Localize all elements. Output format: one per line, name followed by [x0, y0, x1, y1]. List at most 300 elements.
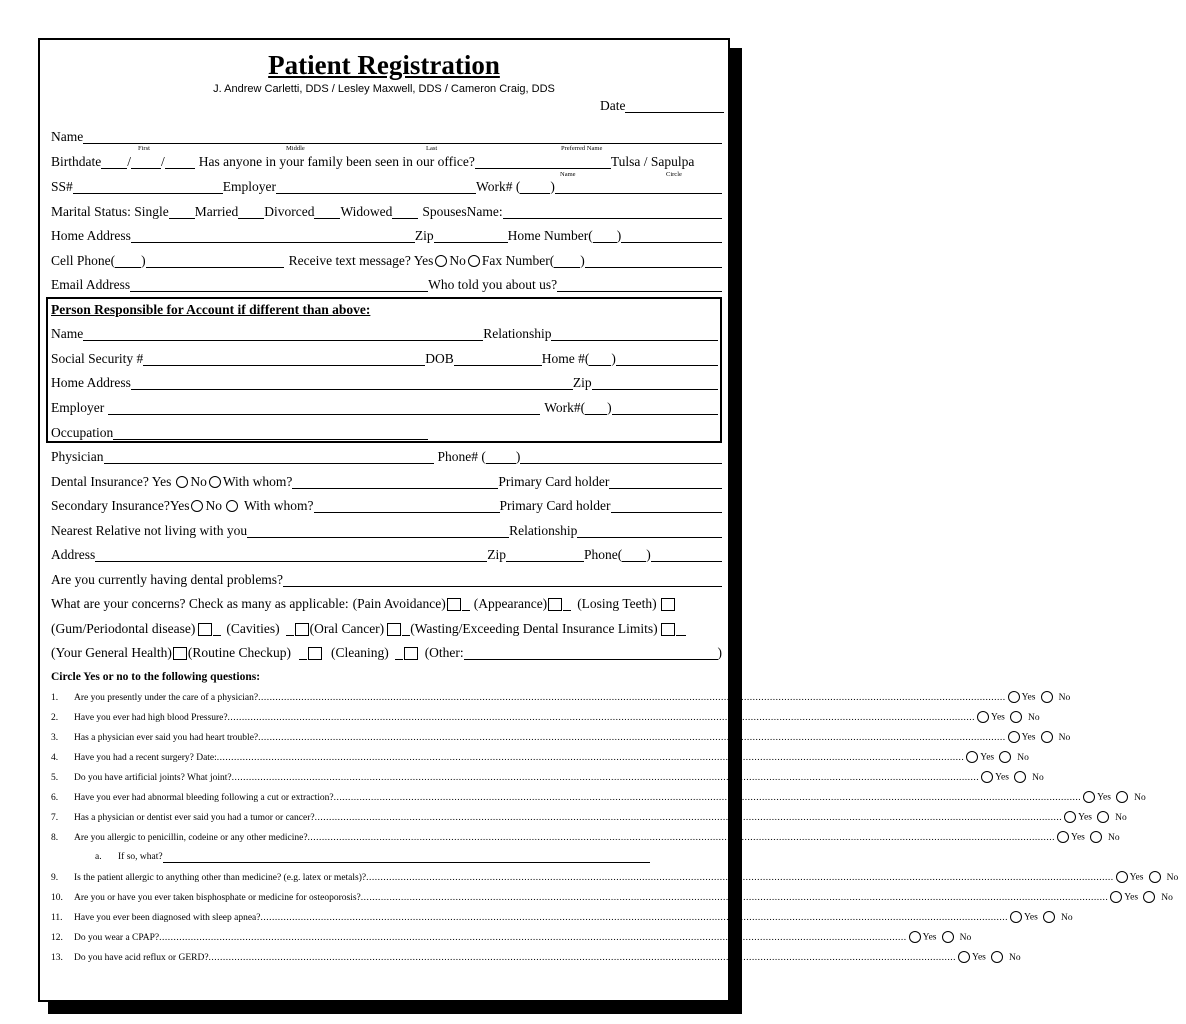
question-text: Have you had a recent surgery? Date:: [74, 753, 217, 763]
dental-problems-field[interactable]: [283, 573, 722, 587]
relative-zip-field[interactable]: [506, 548, 584, 562]
no-radio[interactable]: [942, 931, 954, 943]
dental-problems-label: Are you currently having dental problems?: [51, 572, 284, 587]
responsible-address-row: [51, 375, 718, 390]
practice-doctors: J. Andrew Carletti, DDS / Lesley Maxwell, DDS / Cameron Craig, DDS: [213, 83, 555, 95]
concerns-row-3: [51, 645, 722, 660]
question-row: [51, 791, 1146, 804]
relative-address-row: [51, 547, 722, 562]
relative-phone-field[interactable]: [651, 548, 722, 562]
dental-yes-radio[interactable]: [176, 476, 188, 488]
text-no-radio[interactable]: [468, 255, 480, 267]
yes-option[interactable]: [1006, 691, 1039, 704]
yes-radio[interactable]: [1008, 691, 1020, 703]
yes-no-group: [1114, 871, 1186, 884]
yes-no-group: [956, 951, 1028, 964]
home-number-field[interactable]: [621, 229, 722, 243]
secondary-insurance-label: Secondary Insurance?Yes: [51, 498, 190, 513]
blank-line: [402, 622, 410, 636]
relative-area-code[interactable]: [622, 548, 646, 562]
concern-cleaning-label: (Cleaning): [330, 645, 389, 660]
home-address-field[interactable]: [131, 229, 415, 243]
concern-checkup-checkbox[interactable]: [308, 647, 322, 660]
yes-radio[interactable]: [1057, 831, 1069, 843]
dental-insurance-label: Dental Insurance? Yes: [51, 474, 172, 489]
yes-option[interactable]: [1006, 731, 1039, 744]
birth-day-field[interactable]: [131, 155, 161, 169]
blank-line: [563, 597, 571, 611]
no-label: No: [1115, 812, 1127, 823]
yes-label: Yes: [1021, 692, 1036, 703]
yes-no-group: [1008, 911, 1080, 924]
yes-label: Yes: [1024, 912, 1038, 923]
question-number: 11.: [51, 913, 63, 923]
responsible-occupation-row: [51, 425, 428, 440]
yes-option[interactable]: [1008, 911, 1041, 924]
sub-middle: Middle: [286, 145, 305, 152]
yes-no-group: [1006, 731, 1078, 744]
question-leader-dots: ....................................................................................................................................................................................................................................................................: [231, 773, 980, 783]
question-row: [51, 691, 1071, 704]
zip-field[interactable]: [434, 229, 508, 243]
concern-appearance-checkbox[interactable]: [548, 598, 562, 611]
question-number: 13.: [51, 953, 63, 963]
work-area-code[interactable]: [520, 180, 550, 194]
work-number-field[interactable]: [555, 180, 722, 194]
paren: ): [580, 253, 585, 268]
physician-phone-field[interactable]: [520, 450, 722, 464]
yes-no-group: [907, 931, 979, 944]
no-radio[interactable]: [1149, 871, 1161, 883]
spouse-label: SpousesName:: [422, 204, 503, 219]
question-text: If so, what?: [118, 852, 163, 862]
birth-month-field[interactable]: [101, 155, 127, 169]
no-radio[interactable]: [1143, 891, 1155, 903]
responsible-ssn-row: [51, 351, 718, 366]
yes-radio[interactable]: [1064, 811, 1076, 823]
yes-label: Yes: [1078, 812, 1092, 823]
physician-label: Physician: [51, 449, 104, 464]
no-radio[interactable]: [1041, 691, 1053, 703]
name-label: Name: [51, 129, 84, 144]
married-field[interactable]: [238, 205, 264, 219]
text-message-label: Receive text message? Yes: [288, 253, 434, 268]
responsible-party-box: [46, 297, 722, 443]
page-title: Patient Registration: [268, 50, 500, 80]
blank-line: [676, 622, 686, 636]
yes-option[interactable]: [1062, 811, 1095, 824]
home-number-label: Home Number(: [507, 228, 593, 243]
concern-appearance-label: (Appearance): [473, 596, 548, 611]
blank-line: [286, 622, 294, 636]
question-number: 1.: [51, 693, 59, 703]
question-text: Are you presently under the care of a physician?: [74, 693, 259, 703]
responsible-heading: Person Responsible for Account if different than above:: [51, 302, 371, 317]
relative-zip-label: Zip: [487, 547, 506, 562]
ssn-label: SS#: [51, 179, 73, 194]
concern-pain-label: (Pain Avoidance): [352, 596, 446, 611]
yes-no-group: [1062, 811, 1134, 824]
who-told-field[interactable]: [557, 278, 722, 292]
concern-losing-teeth-checkbox[interactable]: [661, 598, 675, 611]
concern-other-field[interactable]: [464, 646, 718, 660]
question-text: Are you or have you ever taken bisphosphate or medicine for osteoporosis?: [74, 893, 361, 903]
yes-option[interactable]: [1108, 891, 1141, 904]
dental-primary-holder-field[interactable]: [609, 475, 722, 489]
no-label: No: [959, 932, 972, 943]
dental-with-whom-field[interactable]: [292, 475, 498, 489]
yes-option[interactable]: [1081, 791, 1114, 804]
question-number: a.: [95, 852, 102, 862]
question-row: [51, 811, 1127, 824]
responsible-address-field[interactable]: [131, 376, 573, 390]
physician-row: [51, 449, 722, 464]
physician-area-code[interactable]: [486, 450, 516, 464]
responsible-name-row: [51, 326, 718, 341]
single-field[interactable]: [169, 205, 195, 219]
responsible-occupation-label: Occupation: [51, 425, 114, 440]
concern-cleaning-checkbox[interactable]: [404, 647, 418, 660]
responsible-home-field[interactable]: [616, 352, 718, 366]
dental-primary-holder-label: Primary Card holder: [498, 474, 610, 489]
yes-radio[interactable]: [1010, 911, 1022, 923]
yes-label: Yes: [991, 712, 1005, 723]
responsible-occupation-field[interactable]: [113, 426, 428, 440]
concern-gum-checkbox[interactable]: [198, 623, 212, 636]
responsible-home-label: Home #(: [541, 351, 590, 366]
yes-radio[interactable]: [966, 751, 978, 763]
dental-no-radio[interactable]: [209, 476, 221, 488]
dental-problems-row: [51, 572, 722, 587]
concern-other-label: (Other:: [424, 645, 464, 660]
no-label: No: [1108, 832, 1120, 843]
blank-line: [299, 646, 307, 660]
responsible-name-field[interactable]: [83, 327, 483, 341]
email-field[interactable]: [130, 278, 428, 292]
question-leader-dots: ....................................................................................................................................................................................................................................................................: [258, 733, 1006, 743]
concern-health-label: (Your General Health): [51, 645, 172, 660]
yes-no-group: [979, 771, 1051, 784]
question-row: [51, 731, 1071, 744]
slash: /: [127, 154, 132, 169]
birthdate-row: [51, 154, 722, 169]
yes-radio[interactable]: [981, 771, 993, 783]
no-label: No: [1009, 952, 1021, 963]
spouse-field[interactable]: [503, 205, 722, 219]
name-field[interactable]: [83, 130, 722, 144]
marital-label: Marital Status: Single: [51, 204, 169, 219]
yes-label: Yes: [1124, 892, 1139, 903]
email-label: Email Address: [51, 277, 131, 292]
no-label: No: [1017, 752, 1029, 763]
question-row: [51, 831, 1120, 844]
responsible-home-area[interactable]: [589, 352, 611, 366]
relative-label: Nearest Relative not living with you: [51, 523, 248, 538]
widowed-field[interactable]: [392, 205, 418, 219]
question-leader-dots: ....................................................................................................................................................................................................................................................................: [208, 953, 957, 963]
secondary-primary-holder-field[interactable]: [611, 499, 722, 513]
secondary-yes-radio[interactable]: [191, 500, 203, 512]
yes-radio[interactable]: [1116, 871, 1128, 883]
yes-radio[interactable]: [1008, 731, 1020, 743]
question-leader-dots: ....................................................................................................................................................................................................................................................................: [360, 893, 1109, 903]
question-text: Have you ever been diagnosed with sleep apnea?: [74, 913, 261, 923]
date-field[interactable]: [625, 99, 724, 113]
employer-label: Employer: [222, 179, 277, 194]
no-label: No: [1032, 772, 1044, 783]
no-label: No: [1061, 912, 1073, 923]
responsible-ssn-label: Social Security #: [51, 351, 144, 366]
who-told-label: Who told you about us?: [428, 277, 558, 292]
question-row: [51, 931, 972, 944]
question-answer-field[interactable]: [163, 852, 650, 863]
yes-option[interactable]: [907, 931, 940, 944]
no-radio[interactable]: [1116, 791, 1128, 803]
question-leader-dots: ....................................................................................................................................................................................................................................................................: [260, 913, 1008, 923]
concern-health-checkbox[interactable]: [173, 647, 187, 660]
question-row: [51, 751, 1029, 764]
yes-option[interactable]: [956, 951, 989, 964]
responsible-address-label: Home Address: [51, 375, 131, 390]
ssn-field[interactable]: [73, 180, 223, 194]
no-radio[interactable]: [991, 951, 1003, 963]
yes-no-group: [1108, 891, 1180, 904]
relative-phone-label: Phone(: [584, 547, 623, 562]
no-radio[interactable]: [1090, 831, 1102, 843]
yes-no-group: [975, 711, 1047, 724]
question-text: Is the patient allergic to anything other than medicine? (e.g. latex or metals)?: [74, 873, 367, 883]
yes-label: Yes: [1097, 792, 1111, 803]
question-text: Has a physician or dentist ever said you had a tumor or cancer?: [74, 813, 315, 823]
yes-radio[interactable]: [958, 951, 970, 963]
question-number: 4.: [51, 753, 59, 763]
question-text: Have you ever had abnormal bleeding following a cut or extraction?: [74, 793, 334, 803]
divorced-field[interactable]: [314, 205, 340, 219]
concern-cavities-checkbox[interactable]: [295, 623, 309, 636]
sub-preferred: Preferred Name: [561, 145, 603, 152]
responsible-employer-label: Employer: [51, 400, 105, 415]
yes-option[interactable]: [975, 711, 1008, 724]
email-row: [51, 277, 722, 292]
paren: ): [616, 228, 622, 243]
question-leader-dots: ....................................................................................................................................................................................................................................................................: [314, 813, 1063, 823]
yes-no-group: [1081, 791, 1153, 804]
text-yes-radio[interactable]: [435, 255, 447, 267]
physician-field[interactable]: [104, 450, 434, 464]
sub-name: Name: [560, 171, 576, 178]
yes-label: Yes: [922, 932, 937, 943]
dental-insurance-row: [51, 474, 722, 489]
question-number: 10.: [51, 893, 63, 903]
yes-option[interactable]: [964, 751, 997, 764]
question-text: Have you ever had high blood Pressure?: [74, 713, 228, 723]
responsible-ssn-field[interactable]: [143, 352, 425, 366]
employer-field[interactable]: [276, 180, 476, 194]
concern-oral-cancer-checkbox[interactable]: [387, 623, 401, 636]
birth-year-field[interactable]: [165, 155, 195, 169]
concern-insurance-checkbox[interactable]: [661, 623, 675, 636]
question-text: Do you have artificial joints? What joint?: [74, 773, 232, 783]
secondary-no-radio[interactable]: [226, 500, 238, 512]
blank-line: [213, 622, 221, 636]
yes-label: Yes: [972, 952, 986, 963]
widowed-label: Widowed: [340, 204, 393, 219]
yes-radio[interactable]: [1083, 791, 1095, 803]
no-label: No: [1134, 792, 1146, 803]
secondary-insurance-row: [51, 498, 722, 513]
concern-pain-checkbox[interactable]: [447, 598, 461, 611]
dental-with-whom-label: With whom?: [222, 474, 293, 489]
responsible-dob-field[interactable]: [454, 352, 542, 366]
paren: ): [646, 547, 651, 562]
fax-label: Fax Number(: [481, 253, 555, 268]
yes-radio[interactable]: [1110, 891, 1122, 903]
question-text: Do you wear a CPAP?: [74, 933, 160, 943]
no-radio[interactable]: [1010, 711, 1022, 723]
yes-radio[interactable]: [909, 931, 921, 943]
yes-label: Yes: [1129, 872, 1144, 883]
married-label: Married: [194, 204, 239, 219]
question-text: Has a physician ever said you had heart trouble?: [74, 733, 259, 743]
responsible-employer-field[interactable]: [108, 401, 540, 415]
family-member-field[interactable]: [475, 155, 611, 169]
responsible-zip-field[interactable]: [592, 376, 718, 390]
cell-label: Cell Phone(: [51, 253, 116, 268]
yes-option[interactable]: [1055, 831, 1088, 844]
blank-line: [395, 646, 403, 660]
question-leader-dots: ....................................................................................................................................................................................................................................................................: [366, 873, 1114, 883]
question-row: [51, 871, 1179, 884]
concerns-row-1: [51, 596, 722, 611]
no-radio[interactable]: [999, 751, 1011, 763]
relative-address-label: Address: [51, 547, 96, 562]
responsible-work-label: Work#(: [544, 400, 586, 415]
no-radio[interactable]: [1014, 771, 1026, 783]
question-row: [51, 911, 1073, 924]
date-label: Date: [600, 98, 626, 113]
no-label: No: [1058, 732, 1071, 743]
responsible-relationship-field[interactable]: [551, 327, 718, 341]
question-leader-dots: ....................................................................................................................................................................................................................................................................: [159, 933, 907, 943]
question-leader-dots: ....................................................................................................................................................................................................................................................................: [216, 753, 965, 763]
question-number: 7.: [51, 813, 59, 823]
ssn-row: [51, 179, 722, 194]
question-leader-dots: ....................................................................................................................................................................................................................................................................: [258, 693, 1006, 703]
concern-insurance-label: (Wasting/Exceeding Dental Insurance Limits): [410, 621, 658, 636]
question-number: 5.: [51, 773, 59, 783]
relative-relationship-label: Relationship: [509, 523, 578, 538]
zip-label: Zip: [414, 228, 434, 243]
responsible-employer-row: [51, 400, 718, 415]
question-number: 6.: [51, 793, 59, 803]
responsible-relationship-label: Relationship: [483, 326, 552, 341]
no-radio[interactable]: [1041, 731, 1053, 743]
date-row: [600, 98, 724, 113]
relative-relationship-field[interactable]: [577, 524, 722, 538]
secondary-no-label: No: [205, 498, 222, 513]
question-number: 3.: [51, 733, 59, 743]
question-row: [51, 771, 1044, 784]
question-leader-dots: ....................................................................................................................................................................................................................................................................: [227, 713, 976, 723]
question-number: 9.: [51, 873, 59, 883]
yes-no-group: [964, 751, 1036, 764]
fax-area-code[interactable]: [554, 254, 580, 268]
concern-losing-teeth-label: (Losing Teeth): [577, 596, 657, 611]
secondary-with-whom-field[interactable]: [314, 499, 500, 513]
no-label: No: [1161, 892, 1173, 903]
yes-no-group: [1055, 831, 1127, 844]
no-radio[interactable]: [1043, 911, 1055, 923]
responsible-zip-label: Zip: [572, 375, 592, 390]
question-text: Do you have acid reflux or GERD?: [74, 953, 209, 963]
yes-label: Yes: [980, 752, 995, 763]
cell-number-field[interactable]: [146, 254, 284, 268]
question-number: 12.: [51, 933, 63, 943]
yes-radio[interactable]: [977, 711, 989, 723]
name-row: [51, 129, 722, 144]
no-label: No: [1166, 872, 1179, 883]
responsible-work-field[interactable]: [612, 401, 718, 415]
divorced-label: Divorced: [264, 204, 315, 219]
question-row: [51, 711, 1040, 724]
cell-area-code[interactable]: [115, 254, 141, 268]
question-number: 2.: [51, 713, 59, 723]
paren: ): [515, 449, 521, 464]
paren: ): [141, 253, 146, 268]
slash: /: [161, 154, 165, 169]
concerns-intro: What are your concerns? Check as many as applicable:: [51, 596, 349, 611]
cell-row: [51, 253, 722, 268]
question-row: [51, 951, 1021, 964]
responsible-dob-label: DOB: [425, 351, 454, 366]
relative-address-field[interactable]: [95, 548, 487, 562]
concern-cavities-label: (Cavities): [226, 621, 280, 636]
question-row: [51, 891, 1173, 904]
question-leader-dots: ....................................................................................................................................................................................................................................................................: [333, 793, 1082, 803]
yes-option[interactable]: [979, 771, 1012, 784]
relative-field[interactable]: [247, 524, 509, 538]
yes-label: Yes: [995, 772, 1009, 783]
secondary-with-whom-label: With whom?: [243, 498, 314, 513]
responsible-work-area[interactable]: [585, 401, 607, 415]
responsible-heading-row: [51, 302, 722, 317]
registration-form: [38, 38, 1179, 1002]
paren: ): [611, 351, 616, 366]
fax-number-field[interactable]: [585, 254, 722, 268]
yes-option[interactable]: [1114, 871, 1147, 884]
sub-circle: Circle: [666, 171, 682, 178]
sub-first: First: [138, 145, 150, 152]
secondary-primary-holder-label: Primary Card holder: [499, 498, 611, 513]
questions-heading: Circle Yes or no to the following questions:: [51, 671, 261, 683]
blank-line: [462, 597, 470, 611]
location-label[interactable]: Tulsa / Sapulpa: [610, 154, 695, 169]
yes-no-group: [1006, 691, 1078, 704]
family-seen-label: Has anyone in your family been seen in our office?: [198, 154, 475, 169]
yes-label: Yes: [1021, 732, 1036, 743]
marital-row: [51, 204, 722, 219]
no-label: No: [1058, 692, 1071, 703]
no-radio[interactable]: [1097, 811, 1109, 823]
concerns-row-2: [51, 621, 722, 636]
question-number: 8.: [51, 833, 59, 843]
yes-label: Yes: [1071, 832, 1085, 843]
work-label: Work# (: [476, 179, 521, 194]
paren: ): [607, 400, 612, 415]
dental-no-label: No: [190, 474, 207, 489]
home-area-code[interactable]: [593, 229, 617, 243]
physician-phone-label: Phone# (: [437, 449, 486, 464]
